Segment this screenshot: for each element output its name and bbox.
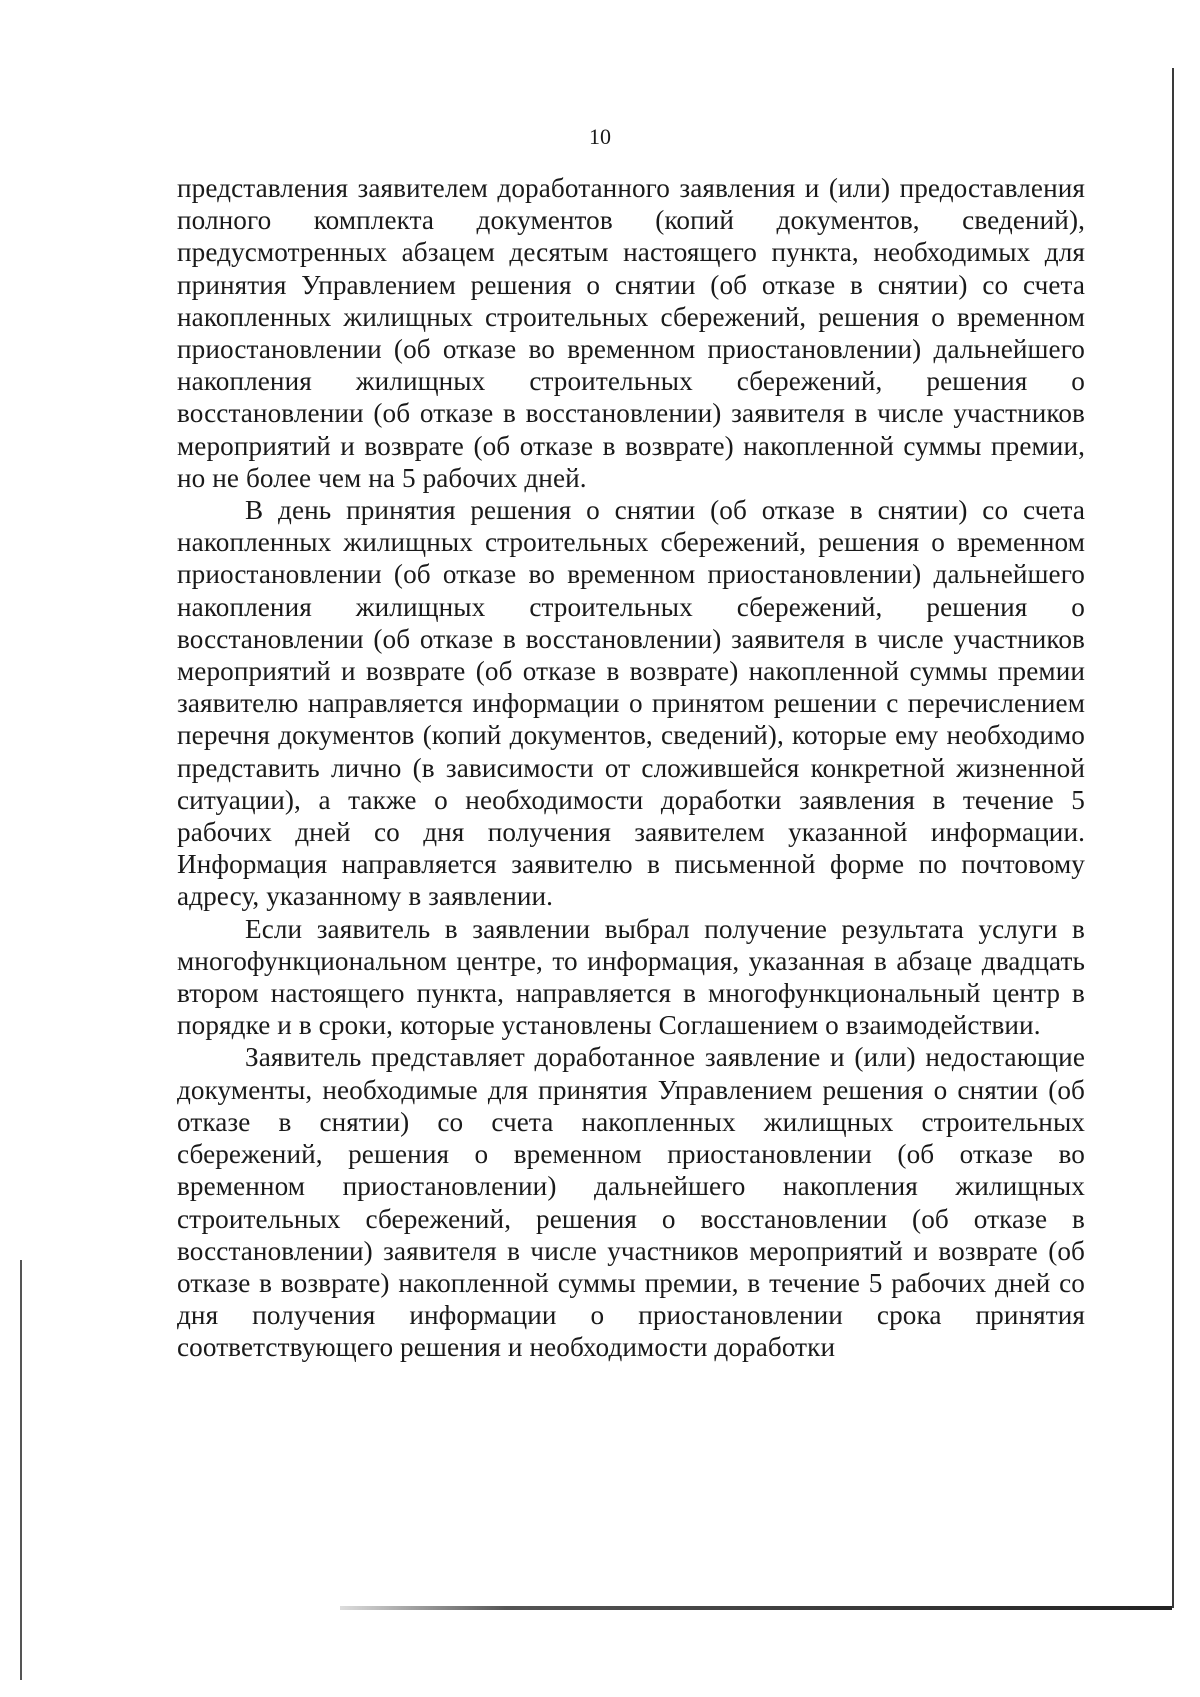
page-number: 10 xyxy=(589,124,611,149)
paragraph: В день принятия решения о снятии (об отказе в снятии) со счета накопленных жилищных строительных сбережений, решения о временном приостановлении (об отказе во временном приостановлении) дальнейшего накопления жилищных строительных сбережений, решения о восстановлении (об отказе в восстановлении) заявителя в числе участников мероприятий и возврате (об отказе в возврате) накопленной суммы премии заявителю направляется информации о принятом решении с перечислением перечня документов (копий документов, сведений), которые ему необходимо представить лично (в зависимости от сложившейся конкретной жизненной ситуации), а также о необходимости доработки заявления в течение 5 рабочих дней со дня получения заявителем указанной информации. Информация направляется заявителю в письменной форме по почтовому адресу, указанному в заявлении. xyxy=(177,495,1085,912)
paragraph-continuation: представления заявителем доработанного заявления и (или) предоставления полного комплекта документов (копий документов, сведений), предусмотренных абзацем десятым настоящего пункта, необходимых для принятия Управлением решения о снятии (об отказе в снятии) со счета накопленных жилищных строительных сбережений, решения о временном приостановлении (об отказе во временном приостановлении) дальнейшего накопления жилищных строительных сбережений, решения о восстановлении (об отказе в восстановлении) заявителя в числе участников мероприятий и возврате (об отказе в возврате) накопленной суммы премии, но не более чем на 5 рабочих дней. xyxy=(177,173,1085,493)
scan-edge-bottom xyxy=(340,1606,1172,1610)
scan-edge-left xyxy=(20,1260,22,1680)
document-body xyxy=(177,172,1085,1364)
paragraph: Если заявитель в заявлении выбрал получение результата услуги в многофункциональном центре, то информация, указанная в абзаце двадцать втором настоящего пункта, направляется в многофункциональный центр в порядке и в сроки, которые установлены Соглашением о взаимодействии. xyxy=(177,913,1085,1041)
scan-edge-right xyxy=(1172,68,1174,1608)
paragraph: Заявитель представляет доработанное заявление и (или) недостающие документы, необходимые для принятия Управлением решения о снятии (об отказе в снятии) со счета накопленных жилищных строительных сбережений, решения о временном приостановлении (об отказе во временном приостановлении) дальнейшего накопления жилищных строительных сбережений, решения о восстановлении (об отказе в восстановлении) заявителя в числе участников мероприятий и возврате (об отказе в возврате) накопленной суммы премии, в течение 5 рабочих дней со дня получения информации о приостановлении срока принятия соответствующего решения и необходимости доработки xyxy=(177,1042,1085,1363)
